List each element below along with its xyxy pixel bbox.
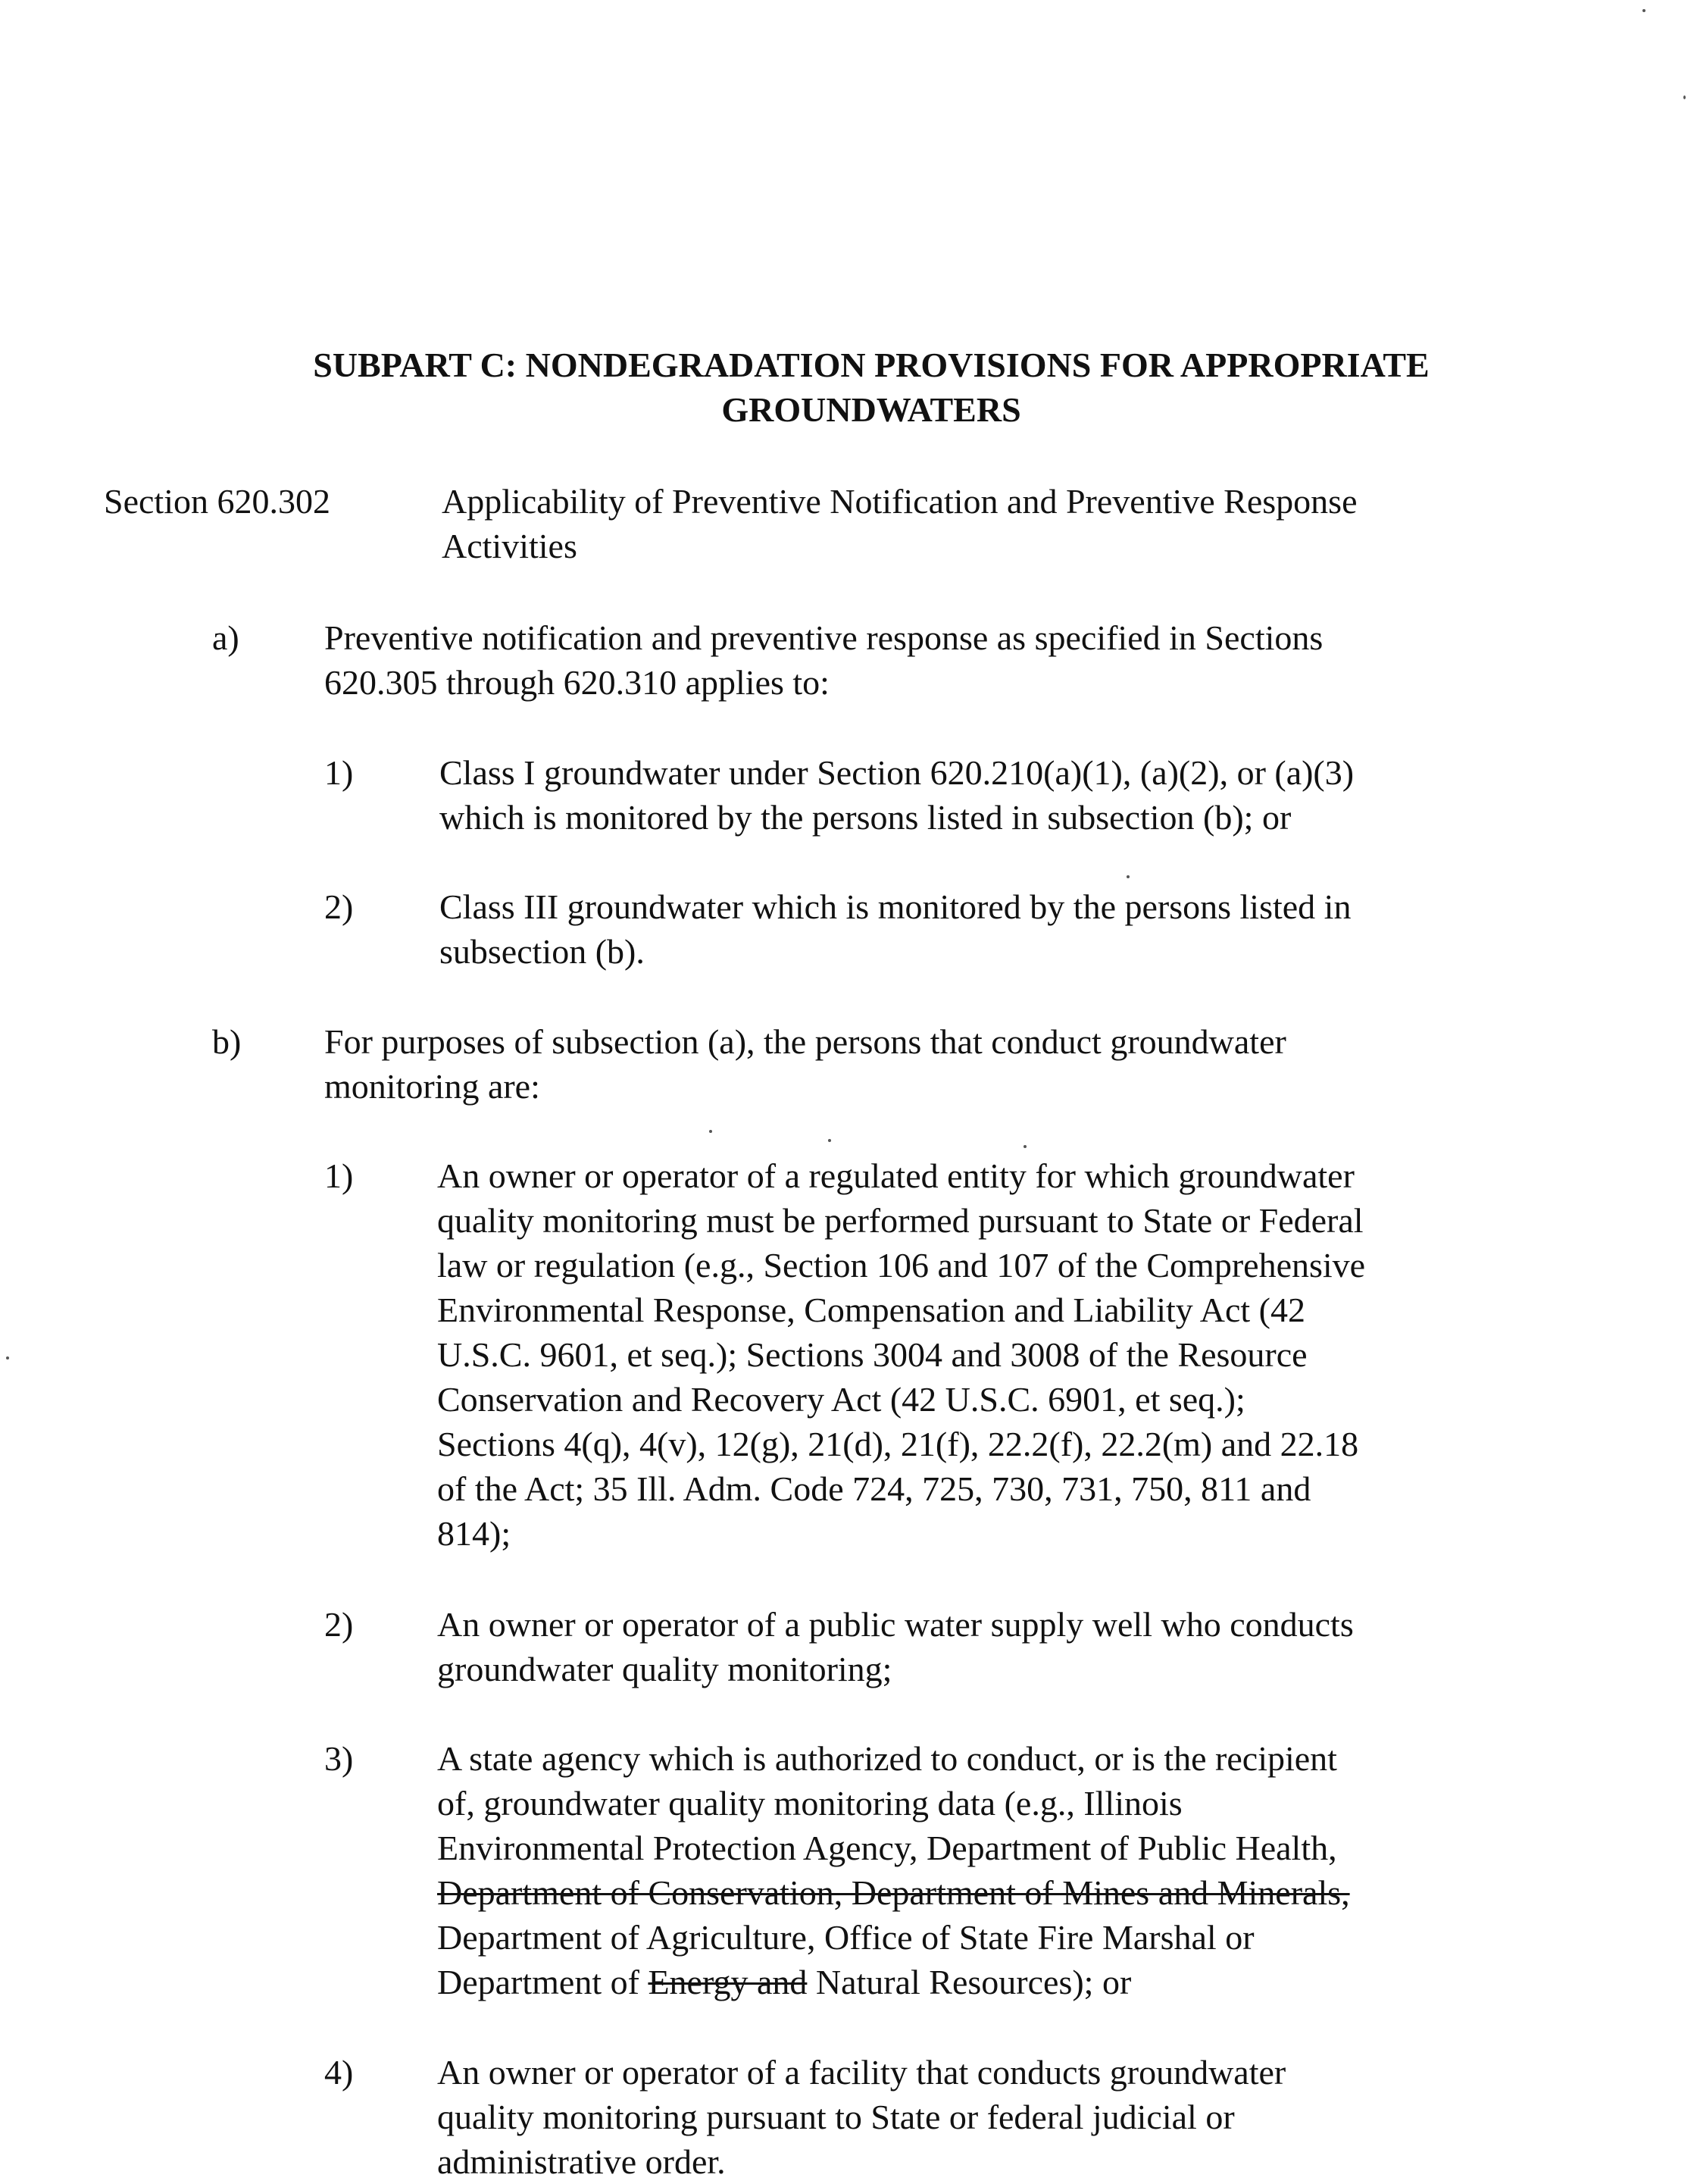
subsection-b-item-4-label: 4) <box>324 2053 354 2092</box>
subsection-b-line-1: For purposes of subsection (a), the persons that conduct groundwater <box>324 1022 1286 1061</box>
section-title-line-2: Activities <box>442 527 577 565</box>
subsection-b-item-2-label: 2) <box>324 1605 354 1644</box>
subsection-a-item-2-label: 2) <box>324 887 354 926</box>
subsection-b-item-2-text <box>437 1602 1354 1691</box>
subsection-b-item-3-line-4 <box>437 1870 1350 1915</box>
line-6-prefix: Department of <box>437 1963 648 2001</box>
subsection-b-item-2-line-2: groundwater quality monitoring; <box>437 1650 892 1688</box>
subsection-b-item-1-line-6: Conservation and Recovery Act (42 U.S.C. 6901, et seq.); <box>437 1380 1245 1419</box>
subsection-b-item-3-line-6 <box>437 1960 1350 2004</box>
section-number: Section 620.302 <box>104 482 330 521</box>
struck-text-agencies: Department of Conservation, Department of Mines and Minerals, <box>437 1873 1350 1912</box>
subpart-heading-line-2: GROUNDWATERS <box>721 390 1021 429</box>
subpart-heading <box>0 343 1697 432</box>
subsection-a-line-2: 620.305 through 620.310 applies to: <box>324 663 830 702</box>
scan-speck <box>1024 1145 1027 1148</box>
subsection-a-item-2-text <box>439 884 1351 974</box>
subsection-b-item-1-line-7: Sections 4(q), 4(v), 12(g), 21(d), 21(f), 22.2(f), 22.2(m) and 22.18 <box>437 1425 1359 1463</box>
section-title <box>442 479 1358 568</box>
subsection-b-item-4-line-1: An owner or operator of a facility that conducts groundwater <box>437 2053 1286 2092</box>
subsection-b-item-1-line-4: Environmental Response, Compensation and Liability Act (42 <box>437 1291 1305 1329</box>
subsection-b-item-3-label: 3) <box>324 1739 354 1778</box>
scan-speck <box>1127 875 1130 878</box>
subsection-b-item-3-line-1: A state agency which is authorized to conduct, or is the recipient <box>437 1739 1337 1778</box>
subsection-b-text <box>324 1019 1286 1109</box>
line-6-suffix: Natural Resources); or <box>807 1963 1132 2001</box>
subsection-b-item-1-line-8: of the Act; 35 Ill. Adm. Code 724, 725, 730, 731, 750, 811 and <box>437 1469 1311 1508</box>
subsection-a-item-1-line-1: Class I groundwater under Section 620.210(a)(1), (a)(2), or (a)(3) <box>439 753 1355 792</box>
scan-speck <box>1683 95 1686 99</box>
subpart-heading-line-1: SUBPART C: NONDEGRADATION PROVISIONS FOR APPROPRIATE <box>313 346 1430 384</box>
subsection-a-item-1-label: 1) <box>324 753 354 792</box>
subsection-b-line-2: monitoring are: <box>324 1067 540 1106</box>
subsection-b-item-1-line-1: An owner or operator of a regulated entity for which groundwater <box>437 1156 1355 1195</box>
subsection-b-item-1-line-5: U.S.C. 9601, et seq.); Sections 3004 and 3008 of the Resource <box>437 1335 1308 1374</box>
scan-speck <box>1642 9 1645 12</box>
subsection-b-item-1-text <box>437 1153 1365 1556</box>
subsection-a-item-1-text <box>439 750 1354 840</box>
subsection-a-item-2-line-1: Class III groundwater which is monitored by the persons listed in <box>439 887 1352 926</box>
subsection-b-item-4-line-2: quality monitoring pursuant to State or federal judicial or <box>437 2098 1235 2136</box>
struck-text-energy: Energy and <box>648 1963 808 2001</box>
subsection-b-item-4-text <box>437 2050 1286 2184</box>
subsection-b-item-1-line-2: quality monitoring must be performed pursuant to State or Federal <box>437 1201 1364 1240</box>
scan-speck <box>709 1130 712 1133</box>
subsection-b-item-1-line-9: 814); <box>437 1514 511 1553</box>
subsection-b-item-2-line-1: An owner or operator of a public water supply well who conducts <box>437 1605 1354 1644</box>
scan-speck <box>6 1356 9 1360</box>
subsection-b-item-3-line-2: of, groundwater quality monitoring data (e.g., Illinois <box>437 1784 1183 1823</box>
subsection-a-text <box>324 615 1323 705</box>
subsection-b-item-3-line-5: Department of Agriculture, Office of State Fire Marshal or <box>437 1918 1255 1957</box>
scan-speck <box>828 1139 831 1142</box>
section-title-line-1: Applicability of Preventive Notification and Preventive Response <box>442 482 1358 521</box>
subsection-b-item-4-line-3: administrative order. <box>437 2142 726 2181</box>
subsection-a-label: a) <box>212 618 239 657</box>
subsection-b-item-3-line-3: Environmental Protection Agency, Department of Public Health, <box>437 1829 1337 1867</box>
subsection-a-item-1-line-2: which is monitored by the persons listed in subsection (b); or <box>439 798 1292 837</box>
subsection-b-item-1-line-3: law or regulation (e.g., Section 106 and 107 of the Comprehensive <box>437 1246 1366 1284</box>
subsection-a-item-2-line-2: subsection (b). <box>439 932 645 971</box>
subsection-b-label: b) <box>212 1022 242 1061</box>
subsection-b-item-3-text <box>437 1736 1350 2004</box>
subsection-a-line-1: Preventive notification and preventive response as specified in Sections <box>324 618 1324 657</box>
subsection-b-item-1-label: 1) <box>324 1156 354 1195</box>
